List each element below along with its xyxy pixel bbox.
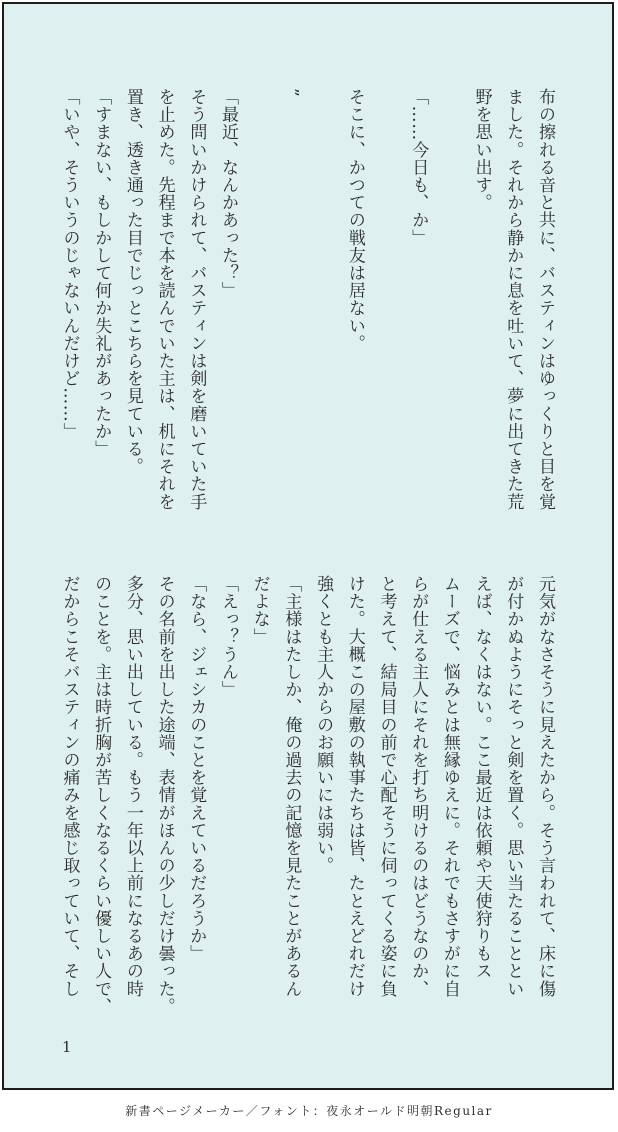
text-block-upper bbox=[53, 88, 560, 510]
text-line: だよな」 bbox=[249, 575, 270, 646]
text-line: 「なら、ジェシカのことを覚えているだろうか」 bbox=[186, 575, 207, 963]
text-line: 「……今日も、か」 bbox=[408, 88, 429, 247]
text-line: 多分、思い出している。もう一年以上前になるあの時 bbox=[122, 575, 143, 998]
text-line: ムーズで、悩みとは無縁ゆえに。それでもさすがに自 bbox=[439, 575, 460, 998]
page-number: 1 bbox=[62, 1038, 72, 1056]
text-line: のことを。主は時折胸が苦しくなるくらい優しい人で、 bbox=[91, 575, 112, 1015]
text-line: ” bbox=[281, 88, 302, 98]
text-line: 置き、透き通った目でじっとこちらを見ている。 bbox=[122, 88, 143, 476]
text-line: を止めた。先程まで本を読んでいた主は、机にそれを bbox=[154, 88, 175, 511]
text-line: えば、なくはない。ここ最近は依頼や天使狩りもス bbox=[471, 575, 492, 980]
text-line: 「主様はたしか、俺の過去の記憶を見たことがあるん bbox=[281, 575, 302, 998]
text-block-lower bbox=[53, 575, 560, 1015]
text-line: と考えて、結局目の前で心配そうに伺ってくる姿に負 bbox=[376, 575, 397, 998]
text-line: 布の擦れる音と共に、バスティンはゆっくりと目を覚 bbox=[535, 88, 555, 511]
text-line bbox=[306, 88, 338, 510]
text-line bbox=[433, 88, 465, 510]
text-line: 野を思い出す。 bbox=[471, 88, 492, 212]
text-line: けた。大概この屋敷の執事たちは皆、たとえどれだけ bbox=[344, 575, 365, 998]
text-line: 「えっ？うん」 bbox=[217, 575, 238, 699]
text-line bbox=[370, 88, 402, 510]
text-line: そこに、かつての戦友は居ない。 bbox=[344, 88, 365, 352]
text-line: 元気がなさそうに見えたから。そう言われて、床に傷 bbox=[535, 575, 555, 998]
text-line: その名前を出した途端、表情がほんの少しだけ曇った。 bbox=[154, 575, 175, 1015]
text-line: が付かぬようにそっと剣を置く。思い当たることとい bbox=[503, 575, 524, 998]
text-line: そう問いかけられて、バスティンは剣を磨いていた手 bbox=[186, 88, 207, 511]
text-line: 強くとも主人からのお願いには弱い。 bbox=[313, 575, 334, 875]
text-line: らが仕える主人にそれを打ち明けるのはどうなのか、 bbox=[408, 575, 429, 998]
text-line bbox=[243, 88, 275, 510]
text-line: 「最近、なんかあった？」 bbox=[218, 88, 239, 300]
text-line: ました。それから静かに息を吐いて、夢に出てきた荒 bbox=[503, 88, 524, 511]
footer-caption: 新書ページメーカー／フォント：夜永オールド明朝Regular bbox=[125, 1104, 493, 1118]
text-line: 「いや、そういうのじゃないんだけど……」 bbox=[59, 88, 80, 440]
novel-page bbox=[2, 2, 614, 1090]
text-line: だからこそバスティンの痛みを感じ取っていて、そし bbox=[59, 575, 80, 998]
text-line: 「すまない、もしかして何か失礼があったか」 bbox=[91, 88, 112, 458]
